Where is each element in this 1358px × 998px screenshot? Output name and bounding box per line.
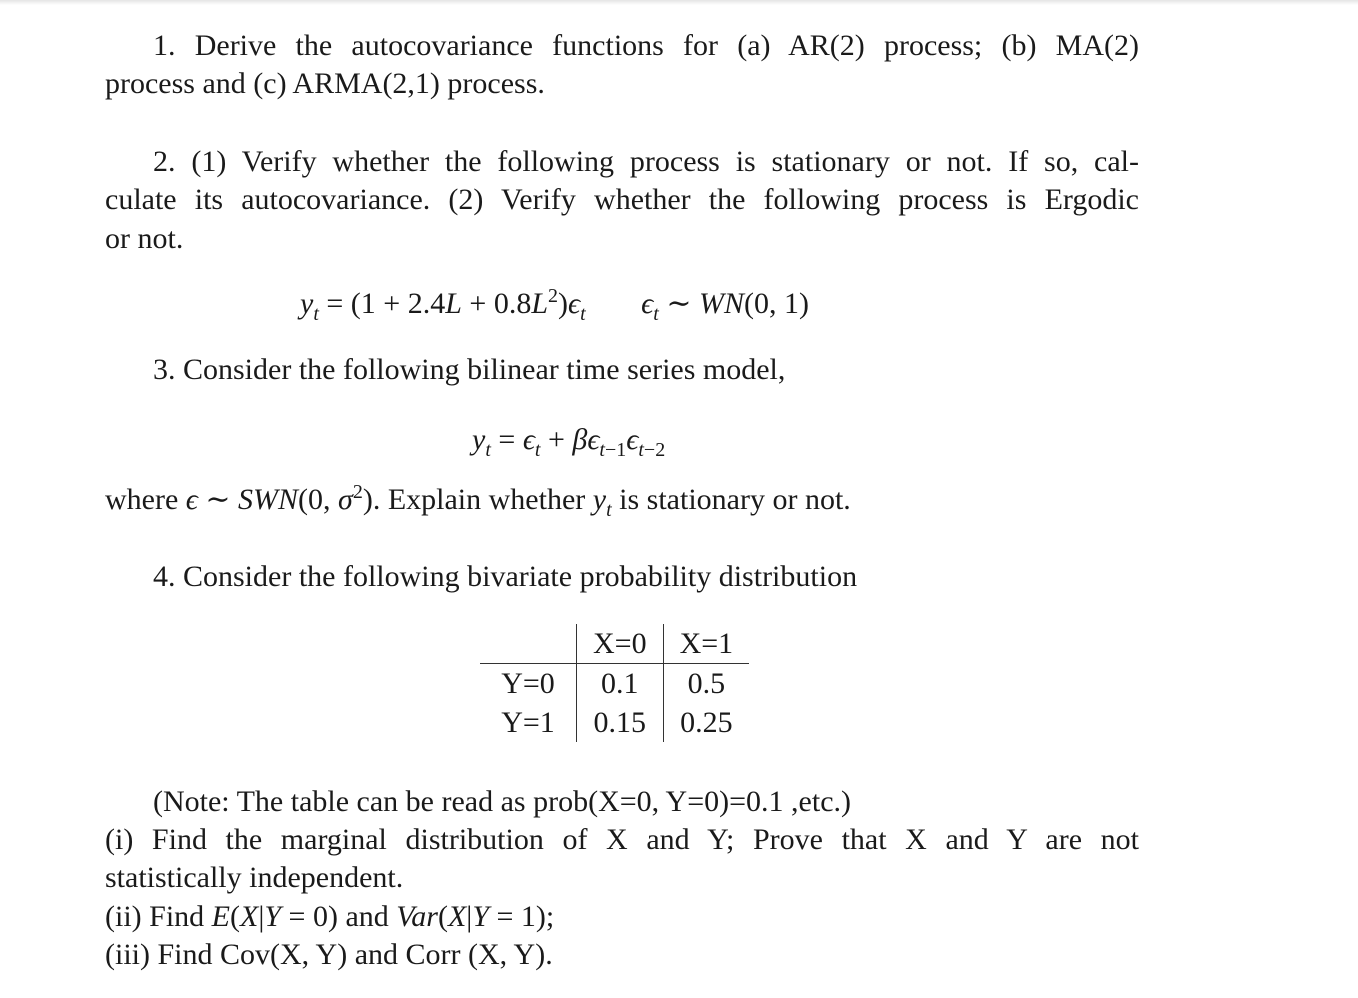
q4-note: (Note: The table can be read as prob(X=0, Y=0)=0.1 ,etc.) [153,785,851,818]
q2-line-3: or not. [105,222,184,255]
table-cell: 0.5 [687,666,726,700]
q4-part-ii-end: ; [545,900,555,933]
table-cell: 0.1 [577,664,664,704]
q4-part-iii: (iii) Find Cov(X, Y) and Corr (X, Y). [105,938,553,971]
probability-table [480,624,749,742]
q3-line-2-mid: . Explain whether [372,483,593,516]
q2-equation: $y_t = (1 + 2.4L + 0.8L^2)\epsilon_t$ $\epsilon_t$ ∼ WN(0, 1) [300,285,809,325]
q3-line-2-pre: where [105,483,186,516]
table-corner-cell [480,624,577,664]
q3-line-2-post: is stationary or not. [611,483,851,516]
q3-line-2 [105,481,851,521]
q4-part-ii-and: and [337,900,397,933]
table-cell: 0.15 [577,703,664,742]
q4-conditional-expectation: E(X|Y = 0) [211,900,338,933]
q3-distribution: ϵ ∼ SWN(0, $\sigma^2$) [185,481,373,516]
q4-part-ii [105,899,554,935]
table-header-row [480,624,749,664]
q4-conditional-variance: Var(X|Y = 1) [396,900,546,933]
table-row-label: Y=0 [480,664,577,704]
q2-line-1: 2. (1) Verify whether the following process is stationary or not. If so, cal- [153,145,1139,178]
q1-line-2: process and (c) ARMA(2,1) process. [105,67,545,100]
q3-variable: $y_t$ [592,483,612,521]
table-col-header: X=1 [663,624,749,664]
q4-part-i-line-2: statistically independent. [105,861,404,894]
q2-line-2: culate its autocovariance. (2) Verify whether the following process is Ergodic [105,183,1139,216]
q3-line-1: 3. Consider the following bilinear time series model, [153,353,786,386]
table-row-label: Y=1 [480,703,577,742]
top-shadow-bar [0,0,1358,5]
table-col-header: X=0 [577,624,664,664]
table-row [480,703,749,742]
table-cell: 0.25 [680,705,733,739]
q1-line-1: 1. Derive the autocovariance functions for (a) AR(2) process; (b) MA(2) [153,29,1139,62]
table-row [480,664,749,704]
q4-line-1: 4. Consider the following bivariate probability distribution [153,560,858,593]
q3-equation: $y_t = \epsilon_t + \beta\epsilon_{t-1}\epsilon_{t-2}$ [472,423,666,461]
q4-part-ii-pre: (ii) Find [105,900,212,933]
q4-part-i-line-1: (i) Find the marginal distribution of X and Y; Prove that X and Y are not [105,823,1139,856]
